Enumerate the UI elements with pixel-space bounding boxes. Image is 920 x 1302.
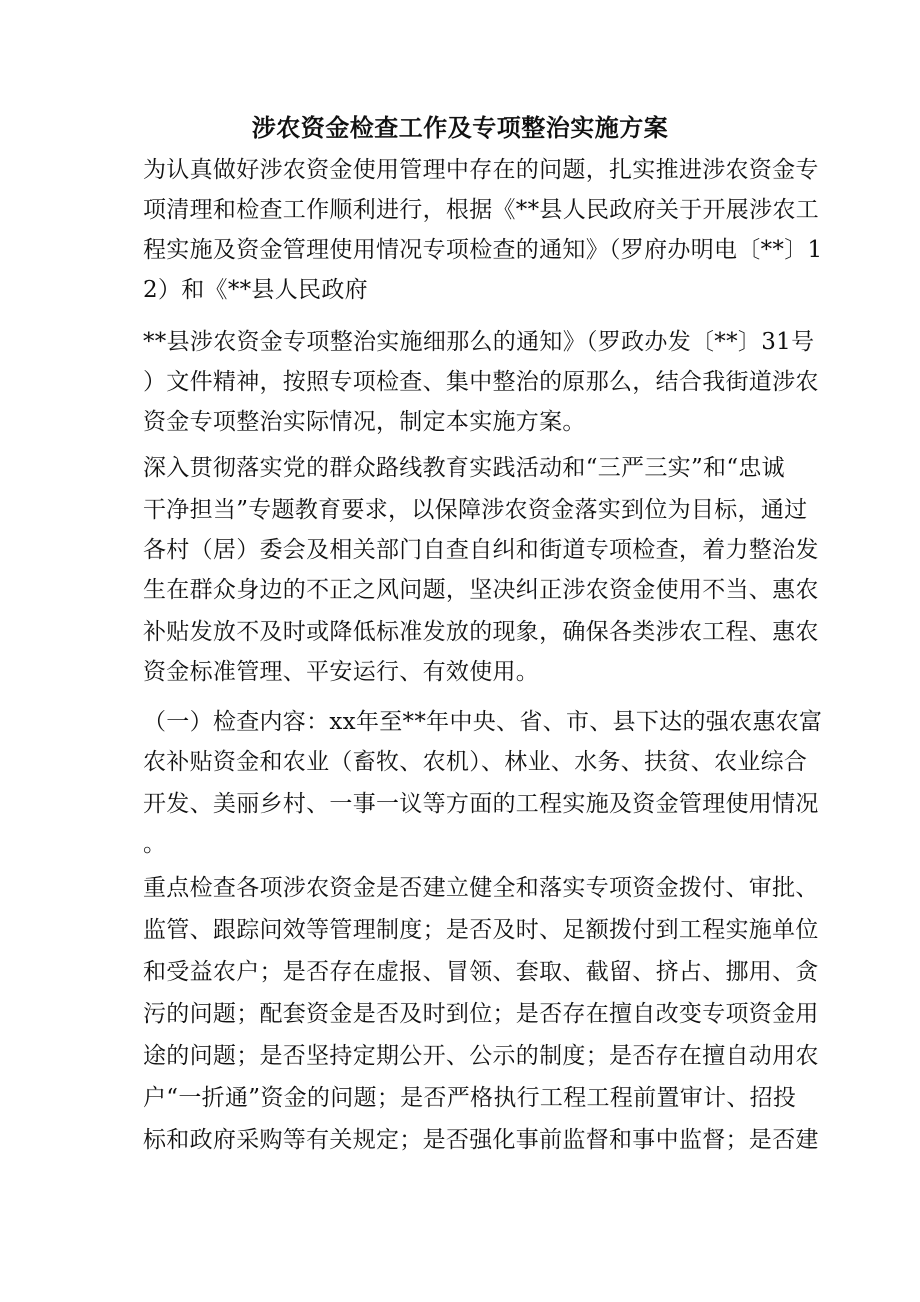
body-line: 标和政府采购等有关规定；是否强化事前监督和事中监督；是否建 — [143, 1127, 819, 1153]
body-line: 干净担当”专题教育要求，以保障涉农资金落实到位为目标，通过 — [143, 497, 808, 523]
body-line: 项清理和检查工作顺利进行，根据《**县人民政府关于开展涉农工 — [143, 197, 819, 223]
body-line: **县涉农资金专项整治实施细那么的通知》（罗政办发〔**〕31号 — [143, 329, 815, 355]
body-line: 程实施及资金管理使用情况专项检查的通知》（罗府办明电〔**〕1 — [143, 237, 823, 263]
document-title: 涉农资金检查工作及专项整治实施方案 — [251, 113, 669, 142]
body-line: 户“一折通”资金的问题；是否严格执行工程工程前置审计、招投 — [143, 1085, 797, 1111]
body-line: 。 — [143, 831, 167, 857]
body-line: 污的问题；配套资金是否及时到位；是否存在擅自改变专项资金用 — [143, 1001, 819, 1027]
body-line: 2）和《**县人民政府 — [143, 277, 368, 303]
body-line: （一）检查内容：xx年至**年中央、省、市、县下达的强农惠农富 — [143, 709, 823, 735]
body-line: 重点检查各项涉农资金是否建立健全和落实专项资金拨付、审批、 — [143, 875, 819, 901]
body-line: 补贴发放不及时或降低标准发放的现象，确保各类涉农工程、惠农 — [143, 619, 819, 645]
body-line: 各村（居）委会及相关部门自查自纠和街道专项检查，着力整治发 — [143, 537, 819, 563]
body-line: 和受益农户；是否存在虚报、冒领、套取、截留、挤占、挪用、贪 — [143, 959, 819, 985]
body-line: 开发、美丽乡村、一事一议等方面的工程实施及资金管理使用情况 — [143, 791, 819, 817]
body-line: 资金专项整治实际情况，制定本实施方案。 — [143, 409, 586, 435]
body-line: 农补贴资金和农业（畜牧、农机）、林业、水务、扶贫、农业综合 — [143, 749, 808, 775]
body-line: 途的问题；是否坚持定期公开、公示的制度；是否存在擅自动用农 — [143, 1043, 819, 1069]
body-line: ）文件精神，按照专项检查、集中整治的原那么，结合我街道涉农 — [143, 369, 819, 395]
body-line: 为认真做好涉农资金使用管理中存在的问题，扎实推进涉农资金专 — [143, 157, 819, 183]
body-line: 深入贯彻落实党的群众路线教育实践活动和“三严三实”和“忠诚 — [143, 455, 785, 481]
body-line: 生在群众身边的不正之风问题，坚决纠正涉农资金使用不当、惠农 — [143, 577, 819, 603]
body-line: 监管、跟踪问效等管理制度；是否及时、足额拨付到工程实施单位 — [143, 917, 819, 943]
body-line: 资金标准管理、平安运行、有效使用。 — [143, 659, 540, 685]
